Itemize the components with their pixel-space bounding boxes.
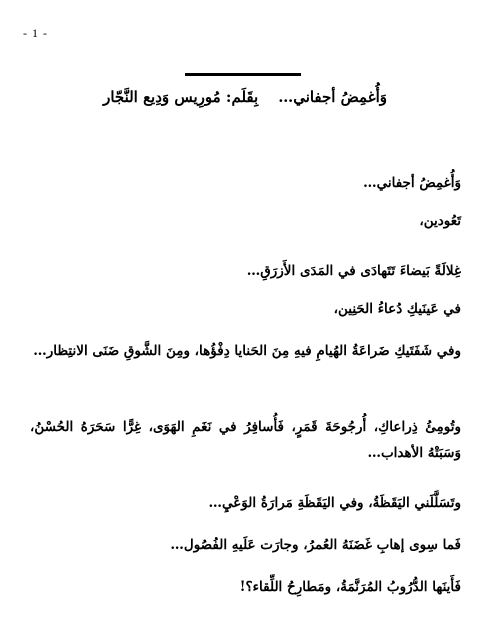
poem-line: وَأُغمِضُ أجفاني…	[363, 175, 461, 191]
poem-line: وفي شَفَتَيكِ ضَراعَةُ الهُيامِ فيهِ مِنَ الحَنايا دِفْؤُها، ومِنَ الشَّوقِ ضَنَى الانتِظار…	[33, 343, 461, 359]
document-header	[103, 88, 387, 106]
poem-line: وتُومِئُ ذِراعاكِ، أُرجُوحَةَ قَمَرٍ، فَأُسافِرُ في نَغَمِ الهَوَى، غِرًّا سَحَرَهُ الحُسْنُ، وَسَبَتْهُ الأهداب…	[30, 419, 461, 461]
poem-line: وتَسَلَّلَني اليَقَظَةُ، وفي اليَقَظَةِ مَرارَةُ الوَعْيِ…	[208, 495, 461, 511]
poem-body	[30, 170, 461, 595]
document-title: وَأُغمِضُ أجفاني…	[278, 88, 387, 106]
title-divider	[185, 73, 301, 76]
poem-line: تَعُودين،	[419, 213, 461, 229]
poem-line: غِلالَةً بَيضاءَ تَتَهادَى في المَدَى الأَزرَقِ…	[246, 263, 461, 279]
poem-line: فَما سِوى إهابِ غَضَنَهُ العُمرُ، وجارَت عَلَيهِ الفُصُول…	[170, 537, 461, 553]
poem-line: في عَينَيكِ دُعاءُ الحَنِين،	[333, 301, 461, 317]
poem-line: فَأَينَها الدُّرُوبُ المُرَنَّمَةُ، ومَطارِحُ اللِّقاء؟!	[239, 579, 461, 595]
page-number: - 1 -	[23, 26, 48, 40]
author-byline: بِقَلَم: مُورِيس وَدِيع النَّجّار	[103, 88, 259, 106]
